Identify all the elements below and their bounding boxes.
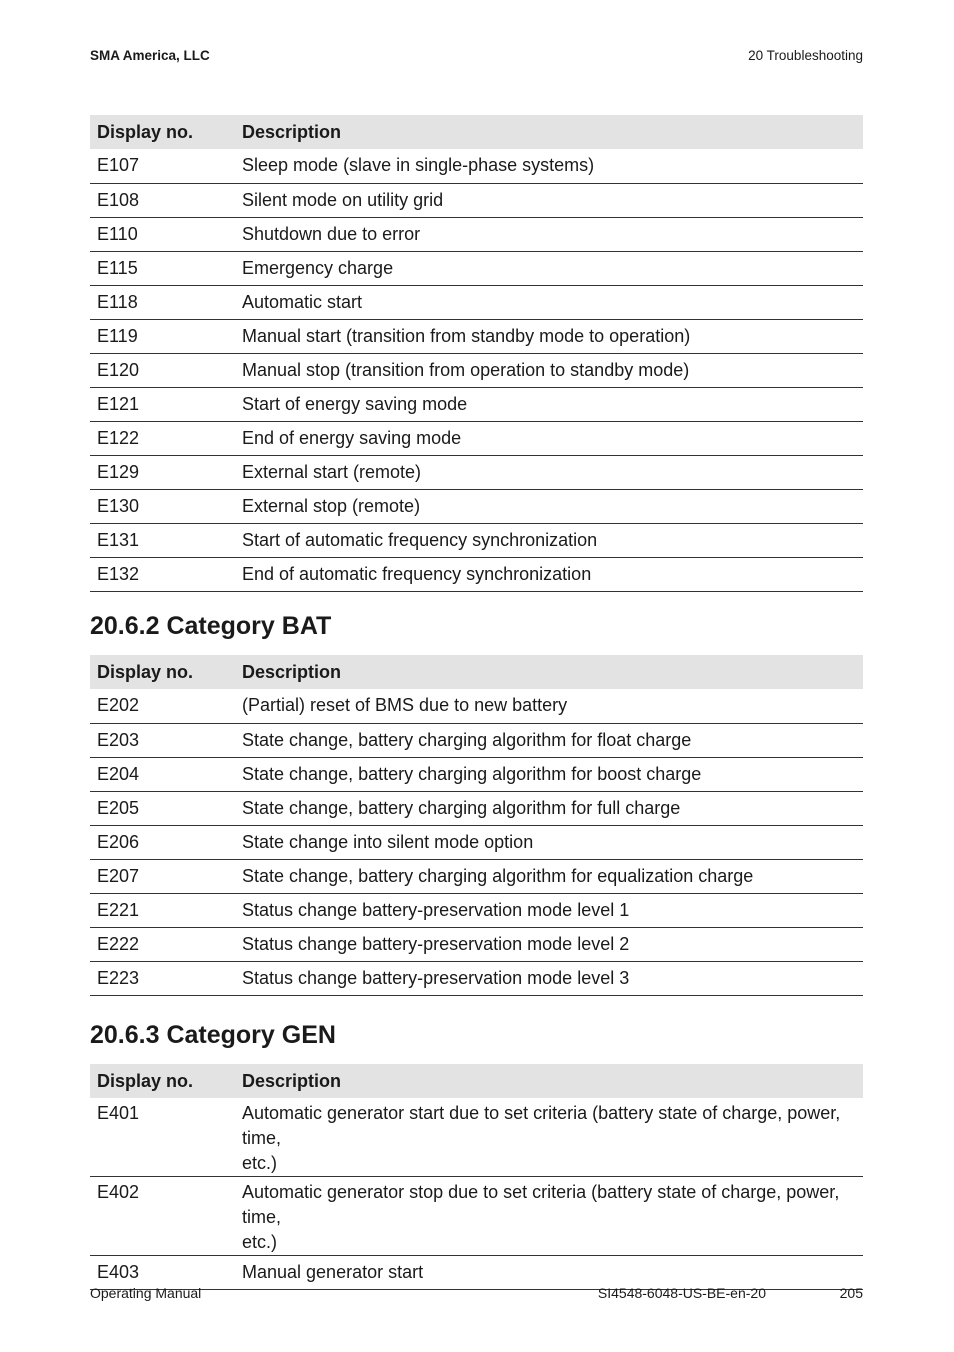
description: Manual stop (transition from operation to standby mode) [235, 353, 863, 387]
description: Sleep mode (slave in single-phase systems) [235, 149, 863, 183]
display-code: E401 [90, 1098, 235, 1177]
description: State change into silent mode option [235, 825, 863, 859]
table-row [90, 961, 863, 995]
table-row [90, 489, 863, 523]
table-row [90, 893, 863, 927]
column-header-description: Description [235, 1064, 863, 1098]
display-code: E110 [90, 217, 235, 251]
section-title-gen: 20.6.3 Category GEN [90, 1021, 336, 1049]
description: Manual generator start [235, 1256, 863, 1290]
table-row [90, 319, 863, 353]
description: Shutdown due to error [235, 217, 863, 251]
display-code: E402 [90, 1177, 235, 1256]
display-code: E207 [90, 859, 235, 893]
display-code: E118 [90, 285, 235, 319]
column-header-display-no: Display no. [90, 1064, 235, 1098]
manual-title: Operating Manual [90, 1285, 202, 1301]
description: End of energy saving mode [235, 421, 863, 455]
description: State change, battery charging algorithm for boost charge [235, 757, 863, 791]
page-header [90, 48, 863, 68]
description: (Partial) reset of BMS due to new battery [235, 689, 863, 723]
table-row [90, 1098, 863, 1177]
display-code: E132 [90, 557, 235, 591]
section-title-bat: 20.6.2 Category BAT [90, 612, 332, 640]
description: Start of energy saving mode [235, 387, 863, 421]
description: External start (remote) [235, 455, 863, 489]
table-row [90, 689, 863, 723]
document-id: SI4548-6048-US-BE-en-20 [597, 1285, 766, 1301]
display-code: E121 [90, 387, 235, 421]
table-row [90, 149, 863, 183]
display-code: E120 [90, 353, 235, 387]
description [235, 1098, 863, 1177]
description [235, 1177, 863, 1256]
table-row [90, 387, 863, 421]
display-code: E131 [90, 523, 235, 557]
display-code: E130 [90, 489, 235, 523]
section-category-bat [90, 611, 863, 641]
description: Emergency charge [235, 251, 863, 285]
description: Status change battery-preservation mode level 2 [235, 927, 863, 961]
column-header-description: Description [235, 655, 863, 689]
display-code: E203 [90, 723, 235, 757]
table-row [90, 251, 863, 285]
company-name: SMA America, LLC [90, 48, 210, 63]
description-line: Automatic generator stop due to set criteria (battery state of charge, power, time, [242, 1182, 840, 1227]
table-row [90, 523, 863, 557]
display-code: E115 [90, 251, 235, 285]
description: Automatic start [235, 285, 863, 319]
event-code-table [90, 115, 863, 592]
column-header-display-no: Display no. [90, 115, 235, 149]
description: Start of automatic frequency synchronization [235, 523, 863, 557]
display-code: E205 [90, 791, 235, 825]
description: Manual start (transition from standby mode to operation) [235, 319, 863, 353]
description-line: etc.) [242, 1232, 278, 1252]
table-row [90, 825, 863, 859]
display-code: E202 [90, 689, 235, 723]
table-row [90, 421, 863, 455]
event-table-gen [90, 1064, 863, 1290]
table-row [90, 557, 863, 591]
display-code: E204 [90, 757, 235, 791]
table-row [90, 859, 863, 893]
display-code: E403 [90, 1256, 235, 1290]
column-header-description: Description [235, 115, 863, 149]
table-header-row [90, 655, 863, 689]
table-row [90, 791, 863, 825]
table-row [90, 183, 863, 217]
description-line: Automatic generator start due to set criteria (battery state of charge, power, time, [242, 1103, 841, 1148]
table-row [90, 757, 863, 791]
display-code: E122 [90, 421, 235, 455]
description: External stop (remote) [235, 489, 863, 523]
description: End of automatic frequency synchronization [235, 557, 863, 591]
section-category-gen [90, 1020, 863, 1050]
table-row [90, 1177, 863, 1256]
event-code-table [90, 655, 863, 996]
table-row [90, 217, 863, 251]
display-code: E222 [90, 927, 235, 961]
column-header-display-no: Display no. [90, 655, 235, 689]
description: Status change battery-preservation mode level 1 [235, 893, 863, 927]
table-row [90, 285, 863, 319]
description: State change, battery charging algorithm for float charge [235, 723, 863, 757]
page-footer [90, 1285, 863, 1305]
chapter-title: 20 Troubleshooting [748, 48, 863, 63]
event-table-e1 [90, 115, 863, 592]
description: State change, battery charging algorithm for full charge [235, 791, 863, 825]
display-code: E107 [90, 149, 235, 183]
display-code: E206 [90, 825, 235, 859]
table-row [90, 353, 863, 387]
table-row [90, 927, 863, 961]
display-code: E221 [90, 893, 235, 927]
table-header-row [90, 115, 863, 149]
display-code: E119 [90, 319, 235, 353]
table-header-row [90, 1064, 863, 1098]
display-code: E108 [90, 183, 235, 217]
description-line: etc.) [242, 1153, 278, 1173]
event-code-table [90, 1064, 863, 1290]
description: State change, battery charging algorithm for equalization charge [235, 859, 863, 893]
table-row [90, 723, 863, 757]
page-number: 205 [839, 1285, 863, 1301]
display-code: E129 [90, 455, 235, 489]
event-table-bat [90, 655, 863, 996]
table-row [90, 455, 863, 489]
display-code: E223 [90, 961, 235, 995]
description: Silent mode on utility grid [235, 183, 863, 217]
description: Status change battery-preservation mode level 3 [235, 961, 863, 995]
